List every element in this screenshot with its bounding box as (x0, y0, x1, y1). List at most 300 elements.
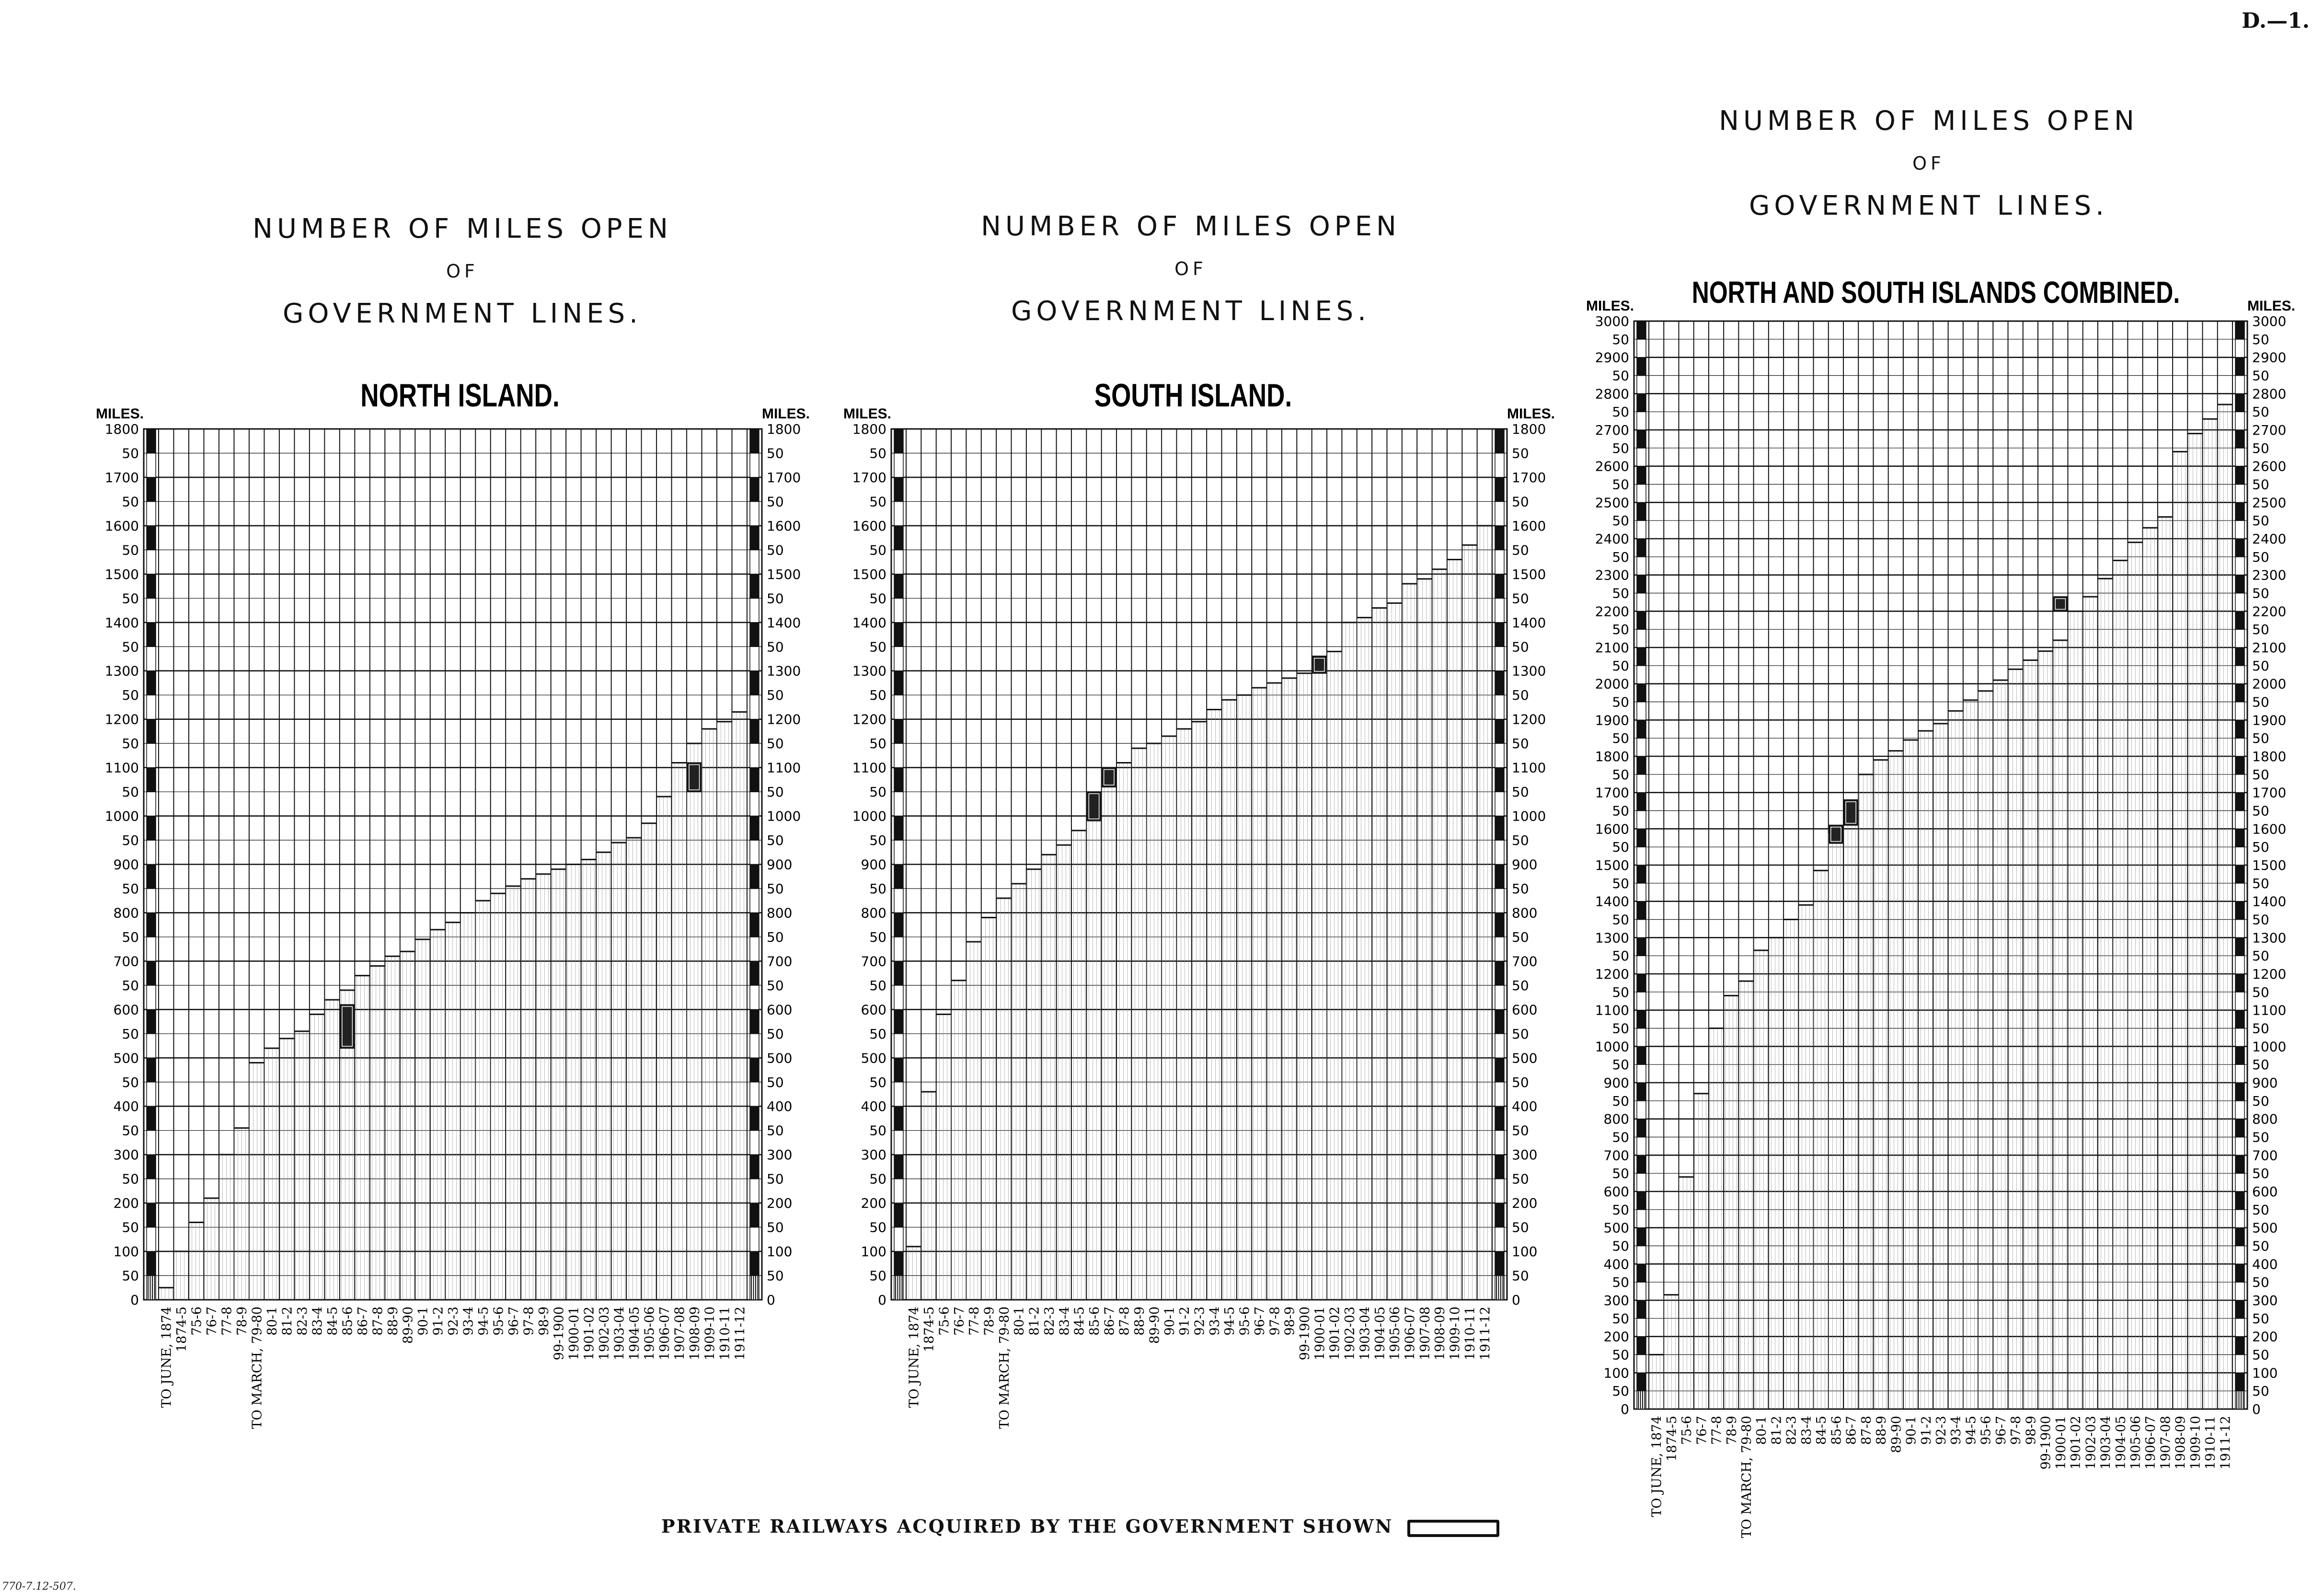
tick-label-left: 300 (1603, 1293, 1629, 1308)
data-bar (1222, 700, 1237, 1300)
category-label: 1908-09 (1433, 1306, 1448, 1361)
scale-bar-segment (2235, 811, 2244, 829)
scale-bar-segment (2235, 1337, 2244, 1355)
tick-label-left: 50 (122, 929, 139, 945)
tick-label-right: 1800 (1512, 421, 1546, 437)
category-label: 75-6 (937, 1306, 952, 1336)
scale-bar-segment (1637, 974, 1646, 992)
tick-label-right: 400 (2252, 1256, 2278, 1272)
tick-label-left: 800 (113, 905, 139, 921)
scale-bar-segment (1495, 937, 1504, 961)
data-bar (1102, 777, 1116, 1300)
scale-bar-segment (1495, 623, 1504, 647)
scale-bar-segment (1637, 883, 1646, 902)
scale-bar-segment (1495, 671, 1504, 695)
tick-label-left: 50 (1612, 1274, 1629, 1291)
scale-bar-segment (147, 550, 156, 574)
scale-bar-segment (2235, 393, 2244, 412)
acquired-railway-marker (1829, 825, 1842, 844)
scale-bar-segment (1637, 1318, 1646, 1337)
scale-bar-segment (2235, 339, 2244, 358)
tick-label-left: 1500 (104, 566, 139, 582)
tick-label-left: 400 (113, 1098, 139, 1115)
tick-label-right: 700 (767, 953, 793, 970)
tick-label-left: 50 (122, 1219, 139, 1236)
scale-bar-segment (1637, 629, 1646, 647)
tick-label-left: 1800 (104, 421, 139, 437)
tick-label-left: 50 (1612, 1202, 1629, 1218)
scale-bar-segment (894, 1058, 903, 1082)
tick-label-right: 600 (2252, 1184, 2278, 1200)
scale-bar-segment (147, 792, 156, 816)
scale-bar-segment (894, 501, 903, 525)
data-bar (536, 874, 551, 1300)
tick-label-right: 2700 (2252, 422, 2287, 438)
scale-bar-segment (1637, 738, 1646, 756)
data-bar (1252, 688, 1266, 1300)
data-bar (2053, 640, 2068, 1409)
tick-label-right: 50 (1512, 542, 1529, 558)
data-bar (1207, 709, 1221, 1300)
scale-bar-segment (2235, 738, 2244, 756)
tick-label-right: 1500 (767, 566, 801, 582)
data-bar (1993, 680, 2008, 1409)
scale-bar-segment (894, 453, 903, 477)
tick-label-left: 50 (122, 784, 139, 800)
tick-label-left: 2900 (1595, 349, 1629, 366)
scale-bar-segment (1637, 448, 1646, 466)
category-label: 96-7 (1993, 1416, 2009, 1445)
scale-bar-segment (2235, 666, 2244, 684)
tick-label-left: 0 (130, 1292, 139, 1308)
scale-bar-segment (894, 816, 903, 840)
tick-label-right: 50 (767, 590, 784, 607)
scale-bar-segment (2235, 902, 2244, 920)
scale-bar-segment (1637, 1046, 1646, 1064)
category-label: 75-6 (189, 1306, 205, 1336)
tick-label-right: 0 (2252, 1401, 2261, 1417)
scale-bar-segment (147, 574, 156, 598)
scale-bar-segment (2235, 1282, 2244, 1300)
category-label: 1905-06 (1388, 1306, 1403, 1361)
scale-bar-segment (147, 961, 156, 985)
tick-label-right: 50 (1512, 977, 1529, 994)
tick-label-left: 50 (869, 880, 886, 897)
scale-bar-segment (750, 865, 759, 889)
scale-bar-segment (894, 1203, 903, 1227)
tick-label-right: 2800 (2252, 386, 2287, 402)
scale-bar-segment (147, 889, 156, 913)
scale-bar-segment (894, 1009, 903, 1033)
tick-label-left: 50 (122, 1268, 139, 1284)
category-label: 1901-02 (582, 1306, 597, 1361)
tick-label-right: 1600 (767, 518, 801, 534)
tick-label-right: 50 (2252, 1310, 2269, 1327)
scale-bar-segment (1495, 574, 1504, 598)
tick-label-right: 300 (767, 1147, 793, 1163)
tick-label-left: 500 (1603, 1220, 1629, 1236)
tick-label-right: 50 (1512, 784, 1529, 800)
tick-label-right: 1100 (2252, 1002, 2287, 1018)
category-label: 95-6 (491, 1306, 506, 1336)
scale-bar-segment (750, 961, 759, 985)
category-label: 1874-5 (1664, 1416, 1680, 1462)
data-bar (906, 1247, 921, 1300)
tick-label-left: 800 (861, 905, 886, 921)
scale-bar-segment (1637, 666, 1646, 684)
tick-label-left: 2700 (1595, 422, 1629, 438)
data-bar (1417, 579, 1432, 1300)
y-axis-label-right: MILES. (761, 406, 810, 422)
scale-bar-segment (2235, 1029, 2244, 1047)
acquired-railway-marker (1313, 656, 1326, 673)
y-axis-label-left: MILES. (95, 406, 144, 422)
tick-label-left: 50 (1612, 476, 1629, 493)
category-label: 84-5 (1814, 1416, 1829, 1445)
tick-label-left: 50 (869, 832, 886, 849)
category-label: 85-6 (1829, 1416, 1844, 1445)
scale-bar-segment (2235, 974, 2244, 992)
category-label: 1901-02 (1327, 1306, 1343, 1361)
data-bar (1709, 1029, 1724, 1410)
scale-bar-segment (1637, 520, 1646, 539)
tick-label-left: 50 (869, 977, 886, 994)
tick-label-left: 50 (122, 1171, 139, 1187)
chart-title: NORTH AND SOUTH ISLANDS COMBINED. (1691, 276, 2180, 310)
scale-bar-segment (1637, 829, 1646, 847)
scale-bar-segment (894, 429, 903, 453)
tick-label-right: 0 (1512, 1292, 1520, 1308)
y-axis-label-right: MILES. (2247, 298, 2296, 314)
tick-label-left: 1000 (104, 808, 139, 824)
scale-bar-segment (1495, 526, 1504, 550)
scale-bar-segment (2235, 847, 2244, 865)
category-label: 97-8 (521, 1306, 537, 1336)
scale-bar-segment (1637, 920, 1646, 938)
category-label: 98-9 (536, 1306, 552, 1336)
scale-bar-segment (1637, 774, 1646, 793)
scale-bar-segment (2235, 774, 2244, 793)
scale-bar-segment (147, 1082, 156, 1106)
tick-label-right: 100 (2252, 1365, 2278, 1381)
tick-label-left: 2000 (1595, 676, 1629, 692)
tick-label-right: 50 (1512, 880, 1529, 897)
category-label: 83-4 (1057, 1306, 1072, 1336)
data-bar (626, 838, 641, 1300)
category-label: 94-5 (476, 1306, 491, 1336)
scale-bar-segment (1637, 466, 1646, 485)
scale-bar-segment (750, 1106, 759, 1130)
tick-label-left: 50 (869, 1026, 886, 1042)
tick-label-left: 50 (1612, 585, 1629, 601)
scale-bar-segment (894, 526, 903, 550)
tick-label-right: 800 (1512, 905, 1538, 921)
category-label: 1911-12 (2218, 1416, 2233, 1470)
data-bar (672, 763, 687, 1300)
data-bar (2218, 405, 2232, 1409)
scale-bar-segment (894, 477, 903, 501)
data-bar (1282, 678, 1297, 1300)
scale-bar-segment (2235, 611, 2244, 629)
scale-bar-segment (1495, 816, 1504, 840)
tick-label-right: 50 (1512, 832, 1529, 849)
tick-label-left: 300 (861, 1147, 886, 1163)
scale-bar-segment (2235, 865, 2244, 883)
scale-bar-segment (2235, 1046, 2244, 1064)
scale-bar-segment (1637, 1119, 1646, 1137)
scale-bar-segment (147, 501, 156, 525)
category-label: 91-2 (1919, 1416, 1934, 1445)
tick-label-left: 1700 (104, 469, 139, 485)
tick-label-right: 50 (2252, 1347, 2269, 1363)
data-bar (702, 729, 717, 1300)
scale-bar-segment (1495, 1227, 1504, 1251)
scale-bar-segment (750, 1082, 759, 1106)
tick-label-right: 50 (2252, 331, 2269, 347)
data-bar (611, 843, 626, 1300)
scale-bar-segment (1495, 913, 1504, 936)
scale-bar-segment (1495, 1009, 1504, 1033)
category-label: 92-3 (1192, 1306, 1208, 1336)
tick-label-right: 50 (2252, 875, 2269, 891)
tick-label-left: 1400 (104, 614, 139, 631)
data-bar (310, 1014, 324, 1300)
tick-label-left: 50 (122, 687, 139, 704)
scale-bar-segment (750, 550, 759, 574)
scale-bar-segment (2235, 520, 2244, 539)
tick-label-right: 50 (2252, 622, 2269, 638)
data-bar (1342, 623, 1357, 1300)
scale-bar-segment (147, 816, 156, 840)
chart-title: NORTH ISLAND. (360, 377, 560, 414)
acquired-railway-marker (1844, 800, 1857, 825)
scale-bar-segment (1637, 1300, 1646, 1318)
category-label: 78-9 (982, 1306, 997, 1336)
tick-label-right: 50 (1512, 1074, 1529, 1090)
scale-bar-segment (750, 671, 759, 695)
tick-label-left: 50 (1612, 331, 1629, 347)
data-bar (566, 865, 581, 1300)
scale-bar-segment (750, 429, 759, 453)
tick-label-left: 1000 (1595, 1039, 1629, 1055)
scale-bar-segment (147, 1009, 156, 1033)
data-bar (2173, 451, 2187, 1409)
tick-label-left: 50 (122, 1026, 139, 1042)
data-bar (1116, 763, 1131, 1300)
data-bar (1814, 870, 1829, 1409)
tick-label-right: 50 (1512, 1219, 1529, 1236)
category-label: TO MARCH, 79-80 (250, 1306, 265, 1429)
data-bar (1176, 729, 1191, 1300)
category-label: 88-9 (1874, 1416, 1889, 1445)
scale-bar-segment (1495, 598, 1504, 622)
tick-label-right: 200 (767, 1195, 793, 1212)
tick-label-left: 50 (1612, 1057, 1629, 1073)
category-label: 97-8 (1267, 1306, 1283, 1336)
scale-bar-segment (1495, 840, 1504, 864)
category-label: 1900-01 (566, 1306, 582, 1361)
data-bar (355, 976, 369, 1300)
tick-label-right: 1100 (1512, 760, 1546, 776)
data-bar (460, 913, 475, 1300)
category-label: 94-5 (1964, 1416, 1979, 1445)
tick-label-left: 50 (1612, 1093, 1629, 1109)
data-bar (966, 942, 981, 1300)
data-bar (1041, 855, 1056, 1300)
scale-bar-segment (1637, 956, 1646, 974)
scale-bar-segment (147, 865, 156, 889)
scale-bar-segment (147, 840, 156, 864)
scale-bar-segment (750, 598, 759, 622)
scale-bar-segment (894, 1034, 903, 1058)
tick-label-right: 400 (767, 1098, 793, 1115)
tick-label-left: 600 (113, 1002, 139, 1018)
scale-bar-segment (894, 913, 903, 936)
scale-bar-segment (147, 1155, 156, 1179)
tick-label-right: 50 (2252, 912, 2269, 928)
tick-label-right: 1400 (767, 614, 801, 631)
tick-label-left: 2800 (1595, 386, 1629, 402)
scale-bar-segment (1637, 1373, 1646, 1391)
data-bar (1664, 1295, 1679, 1409)
tick-label-left: 2100 (1595, 640, 1629, 656)
scale-bar-segment (1637, 720, 1646, 738)
data-bar (1694, 1094, 1709, 1409)
title-line-2: OF (1174, 258, 1207, 279)
category-label: 1874-5 (922, 1306, 937, 1352)
tick-label-right: 2600 (2252, 458, 2287, 474)
scale-bar-segment (750, 453, 759, 477)
scale-bar-segment (894, 671, 903, 695)
category-label: 1911-12 (1478, 1306, 1493, 1361)
category-label: 1902-03 (2083, 1416, 2099, 1470)
tick-label-left: 2400 (1595, 531, 1629, 547)
tick-label-right: 50 (2252, 476, 2269, 493)
data-bar (506, 886, 520, 1300)
tick-label-left: 50 (122, 590, 139, 607)
data-bar (249, 1063, 264, 1300)
data-bar (1978, 691, 1993, 1409)
tick-label-left: 900 (1603, 1075, 1629, 1091)
scale-bar-segment (1637, 339, 1646, 358)
scale-bar-segment (2235, 1210, 2244, 1228)
tick-label-right: 700 (1512, 953, 1538, 970)
data-bar (294, 1031, 309, 1300)
legend-footnote (661, 1515, 1499, 1537)
scale-bar-segment (2235, 539, 2244, 557)
tick-label-left: 50 (122, 542, 139, 558)
title-line-2: OF (1912, 153, 1945, 174)
data-bar (445, 923, 460, 1300)
tick-label-left: 50 (869, 1268, 886, 1284)
scale-bar-segment (1495, 1251, 1504, 1275)
tick-label-left: 1500 (1595, 857, 1629, 873)
tick-label-left: 500 (861, 1050, 886, 1066)
category-label: 1907-08 (2158, 1416, 2174, 1470)
tick-label-right: 50 (767, 494, 784, 510)
category-label: 1906-07 (657, 1306, 672, 1361)
data-bar (1237, 695, 1252, 1300)
tick-label-right: 1300 (2252, 930, 2287, 946)
data-bar (1086, 816, 1101, 1300)
scale-bar-segment (1637, 684, 1646, 702)
chart-title: SOUTH ISLAND. (1094, 377, 1292, 414)
data-bar (1933, 724, 1948, 1409)
data-bar (996, 898, 1011, 1300)
scale-bar-segment (750, 840, 759, 864)
data-bar (2098, 578, 2113, 1409)
scale-bar-segment (1637, 1355, 1646, 1373)
title-line-3: GOVERNMENT LINES. (1011, 296, 1370, 327)
tick-label-left: 1500 (852, 566, 886, 582)
data-bar (1738, 981, 1753, 1409)
data-bar (1679, 1177, 1693, 1409)
scale-bar-segment (750, 719, 759, 743)
tick-label-left: 50 (1612, 839, 1629, 855)
category-label: 82-3 (295, 1306, 311, 1336)
tick-label-left: 100 (861, 1244, 886, 1260)
scale-bar-segment (750, 1009, 759, 1033)
scale-bar-segment (894, 695, 903, 719)
scale-bar-segment (2235, 992, 2244, 1010)
scale-bar-segment (2235, 684, 2244, 702)
scale-bar-segment (1495, 889, 1504, 913)
category-label: 76-7 (205, 1306, 220, 1336)
data-bar (1888, 751, 1903, 1409)
scale-bar-segment (1637, 1264, 1646, 1282)
tick-label-left: 50 (1612, 912, 1629, 928)
category-label: 1904-05 (1372, 1306, 1388, 1361)
tick-label-right: 1700 (767, 469, 801, 485)
scale-bar-segment (147, 1227, 156, 1251)
data-bar (1372, 608, 1387, 1300)
scale-bar-segment (1495, 695, 1504, 719)
scale-bar-segment (894, 1251, 903, 1275)
tick-label-right: 50 (2252, 839, 2269, 855)
tick-label-left: 2200 (1595, 603, 1629, 620)
category-label: 82-3 (1042, 1306, 1057, 1336)
scale-bar-segment (1637, 1101, 1646, 1119)
acquired-railway-marker (688, 763, 701, 792)
scale-bar-segment (1495, 1179, 1504, 1203)
tick-label-right: 50 (767, 1268, 784, 1284)
scale-bar-segment (1495, 453, 1504, 477)
tick-label-left: 700 (1603, 1147, 1629, 1164)
tick-label-left: 1200 (852, 711, 886, 728)
tick-label-right: 1800 (767, 421, 801, 437)
data-bar (1162, 736, 1176, 1300)
tick-label-left: 1000 (852, 808, 886, 824)
scale-bar-segment (2235, 702, 2244, 720)
scale-bar-segment (1495, 1203, 1504, 1227)
tick-label-left: 0 (878, 1292, 886, 1308)
data-bar (1147, 743, 1162, 1300)
scale-bar-segment (894, 937, 903, 961)
tick-label-right: 50 (2252, 658, 2269, 674)
scale-bar-segment (147, 719, 156, 743)
category-label: 92-3 (446, 1306, 461, 1336)
data-bar (596, 852, 611, 1300)
category-label: 77-8 (967, 1306, 982, 1336)
scale-bar-segment (2235, 883, 2244, 902)
scale-bar-segment (894, 719, 903, 743)
scale-bar-segment (2235, 793, 2244, 811)
scale-bar-segment (2235, 1083, 2244, 1101)
data-bar (234, 1128, 249, 1300)
category-label: 1905-06 (2128, 1416, 2143, 1470)
tick-label-right: 1700 (1512, 469, 1546, 485)
scale-bar-segment (2235, 1373, 2244, 1391)
